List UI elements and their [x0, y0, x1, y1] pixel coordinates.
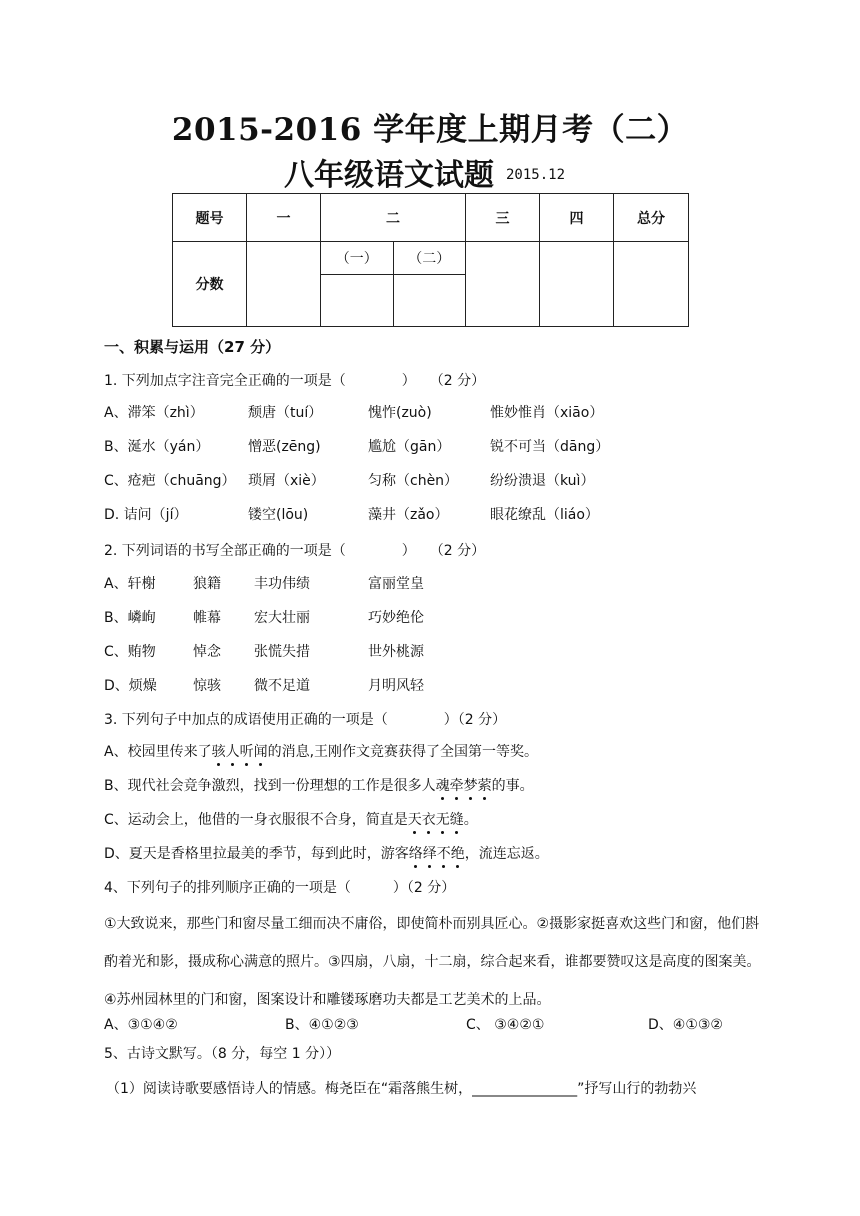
- q3-option-d: [104, 843, 549, 863]
- emphasis-char: 天: [408, 809, 422, 829]
- emphasis-char: 不: [437, 843, 451, 863]
- q3-option-d-post: ，流连忘返。: [464, 846, 549, 862]
- q5-item-1: [106, 1078, 696, 1098]
- q1-option-a-4: 惟妙惟肖（xiāo）: [490, 405, 604, 421]
- q3-option-b: [104, 775, 534, 795]
- q1-option-d-2: 镂空(lōu): [248, 507, 309, 523]
- q5-item-1-post: ”抒写山行的勃勃兴: [577, 1081, 697, 1097]
- score-table-col-total: 总分: [614, 194, 689, 242]
- q2-option-b-3: 宏大壮丽: [254, 610, 310, 626]
- q2-option-d-2: 惊骇: [193, 678, 221, 694]
- q4-option-d: D、④①③②: [648, 1017, 723, 1033]
- q1-option-b-2: 憎恶(zēng): [248, 439, 321, 455]
- q2-option-a-3: 丰功伟绩: [254, 576, 310, 592]
- q2-option-d-3: 微不足道: [254, 678, 310, 694]
- q2-option-b-1: B、嶙峋: [104, 610, 156, 626]
- q3-option-d-pre: D、夏天是香格里拉最美的季节，每到此时，游客: [104, 846, 409, 862]
- q1-option-d-4: 眼花缭乱（liáo）: [490, 507, 599, 523]
- score-table-col-3: 三: [466, 194, 540, 242]
- exam-title: 2015-2016 学年度上期月考（二）: [171, 112, 689, 148]
- section-heading: 一、积累与运用（27 分）: [104, 338, 281, 356]
- emphasis-char: 绎: [423, 843, 437, 863]
- q3-option-c: [104, 809, 478, 829]
- question-4-passage: ①大致说来，那些门和窗尽量工细而决不庸俗，即使简朴而别具匠心。②摄影家挺喜欢这些门和窗，他们斟酌着光和影，摄成称心满意的照片。③四扇，八扇，十二扇，综合起来看，谁都要赞叹这是高度的图案美。④苏州园林里的门和窗，图案设计和雕镂琢磨功夫都是工艺美术的上品。: [104, 916, 761, 1008]
- q4-option-c: C、 ③④②①: [466, 1017, 545, 1033]
- q2-option-a-2: 狼籍: [193, 576, 221, 592]
- q2-option-c-2: 悼念: [193, 644, 221, 660]
- emphasis-char: 魂: [436, 775, 450, 795]
- question-2-stem: 2. 下列词语的书写全部正确的一项是（ ） （2 分）: [104, 543, 486, 559]
- q3-option-a-pre: A、校园里传来了: [104, 744, 212, 760]
- q4-option-b: B、④①②③: [285, 1017, 359, 1033]
- q2-option-a-4: 富丽堂皇: [368, 576, 424, 592]
- q1-option-d-3: 藻井（zǎo）: [368, 507, 449, 523]
- score-cell-2-1: [321, 275, 394, 327]
- q2-option-b-4: 巧妙绝伦: [368, 610, 424, 626]
- q1-option-d-1: D. 诘问（jí）: [104, 507, 188, 523]
- q1-option-a-1: A、滞笨（zhì）: [104, 405, 204, 421]
- q1-option-b-3: 尴尬（gān）: [368, 439, 451, 455]
- q1-option-b-1: B、涎水（yán）: [104, 439, 210, 455]
- q1-option-c-2: 琐屑（xiè）: [248, 473, 325, 489]
- score-table-col-4: 四: [540, 194, 614, 242]
- emphasis-char: 衣: [422, 809, 436, 829]
- emphasis-char: 缝: [450, 809, 464, 829]
- emphasis-char: 无: [436, 809, 450, 829]
- question-4-stem: 4、下列句子的排列顺序正确的一项是（ ）（2 分）: [104, 880, 456, 896]
- q3-option-b-post: 的事。: [491, 778, 534, 794]
- question-5-stem: 5、古诗文默写。（8 分，每空 1 分））: [104, 1046, 341, 1062]
- score-table-col-2: 二: [321, 194, 466, 242]
- q2-option-c-3: 张慌失措: [254, 644, 310, 660]
- exam-subtitle: 八年级语文试题: [284, 158, 494, 193]
- question-3-stem: 3. 下列句子中加点的成语使用正确的一项是（ ）（2 分）: [104, 712, 507, 728]
- q2-option-c-1: C、贿物: [104, 644, 156, 660]
- q2-option-d-4: 月明风轻: [368, 678, 424, 694]
- score-cell-1: [247, 242, 321, 327]
- exam-date: 2015.12: [506, 167, 566, 183]
- q3-option-b-idiom: [436, 778, 492, 794]
- q3-option-c-post: 。: [463, 812, 478, 828]
- q3-option-c-idiom: [408, 812, 464, 828]
- q3-option-c-pre: C、运动会上，他借的一身衣服很不合身，简直是: [104, 812, 408, 828]
- score-cell-2-2: [393, 275, 466, 327]
- q3-option-b-pre: B、现代社会竞争激烈，找到一份理想的工作是很多人: [104, 778, 436, 794]
- q2-option-b-2: 帷幕: [193, 610, 221, 626]
- emphasis-char: 闻: [254, 741, 268, 761]
- emphasis-char: 骇: [212, 741, 226, 761]
- emphasis-char: 听: [240, 741, 254, 761]
- q5-item-1-blank[interactable]: _______________: [472, 1081, 578, 1097]
- q5-item-1-pre: （1）阅读诗歌要感悟诗人的情感。梅尧臣在“霜落熊生树，: [106, 1081, 473, 1097]
- score-table-subcol-2: （二）: [393, 242, 466, 275]
- q3-option-a-post: 的消息,王刚作文竞赛获得了全国第一等奖。: [267, 744, 539, 760]
- q3-option-a-idiom: [212, 744, 268, 760]
- score-table-subcol-1: （一）: [321, 242, 394, 275]
- emphasis-char: 绝: [451, 843, 465, 863]
- score-table-header-label: 题号: [173, 194, 247, 242]
- q4-option-a: A、③①④②: [104, 1017, 178, 1033]
- q3-option-a: [104, 741, 538, 761]
- q2-option-d-1: D、烦燥: [104, 678, 157, 694]
- score-table-col-1: 一: [247, 194, 321, 242]
- q1-option-a-2: 颓唐（tuí）: [248, 405, 323, 421]
- question-1-stem: 1. 下列加点字注音完全正确的一项是（ ） （2 分）: [104, 373, 486, 389]
- q3-option-d-idiom: [409, 846, 465, 862]
- score-table: [172, 193, 689, 327]
- q2-option-a-1: A、轩榭: [104, 576, 156, 592]
- q1-option-c-1: C、疮疤（chuāng）: [104, 473, 236, 489]
- score-table-score-label: 分数: [173, 242, 247, 327]
- score-cell-total: [614, 242, 689, 327]
- emphasis-char: 人: [226, 741, 240, 761]
- emphasis-char: 萦: [478, 775, 492, 795]
- emphasis-char: 络: [409, 843, 423, 863]
- q1-option-c-3: 匀称（chèn）: [368, 473, 459, 489]
- score-cell-4: [540, 242, 614, 327]
- emphasis-char: 梦: [464, 775, 478, 795]
- score-cell-3: [466, 242, 540, 327]
- q1-option-a-3: 愧怍(zuò): [368, 405, 432, 421]
- emphasis-char: 牵: [450, 775, 464, 795]
- q1-option-c-4: 纷纷溃退（kuì）: [490, 473, 595, 489]
- q1-option-b-4: 锐不可当（dāng）: [490, 439, 610, 455]
- q2-option-c-4: 世外桃源: [368, 644, 424, 660]
